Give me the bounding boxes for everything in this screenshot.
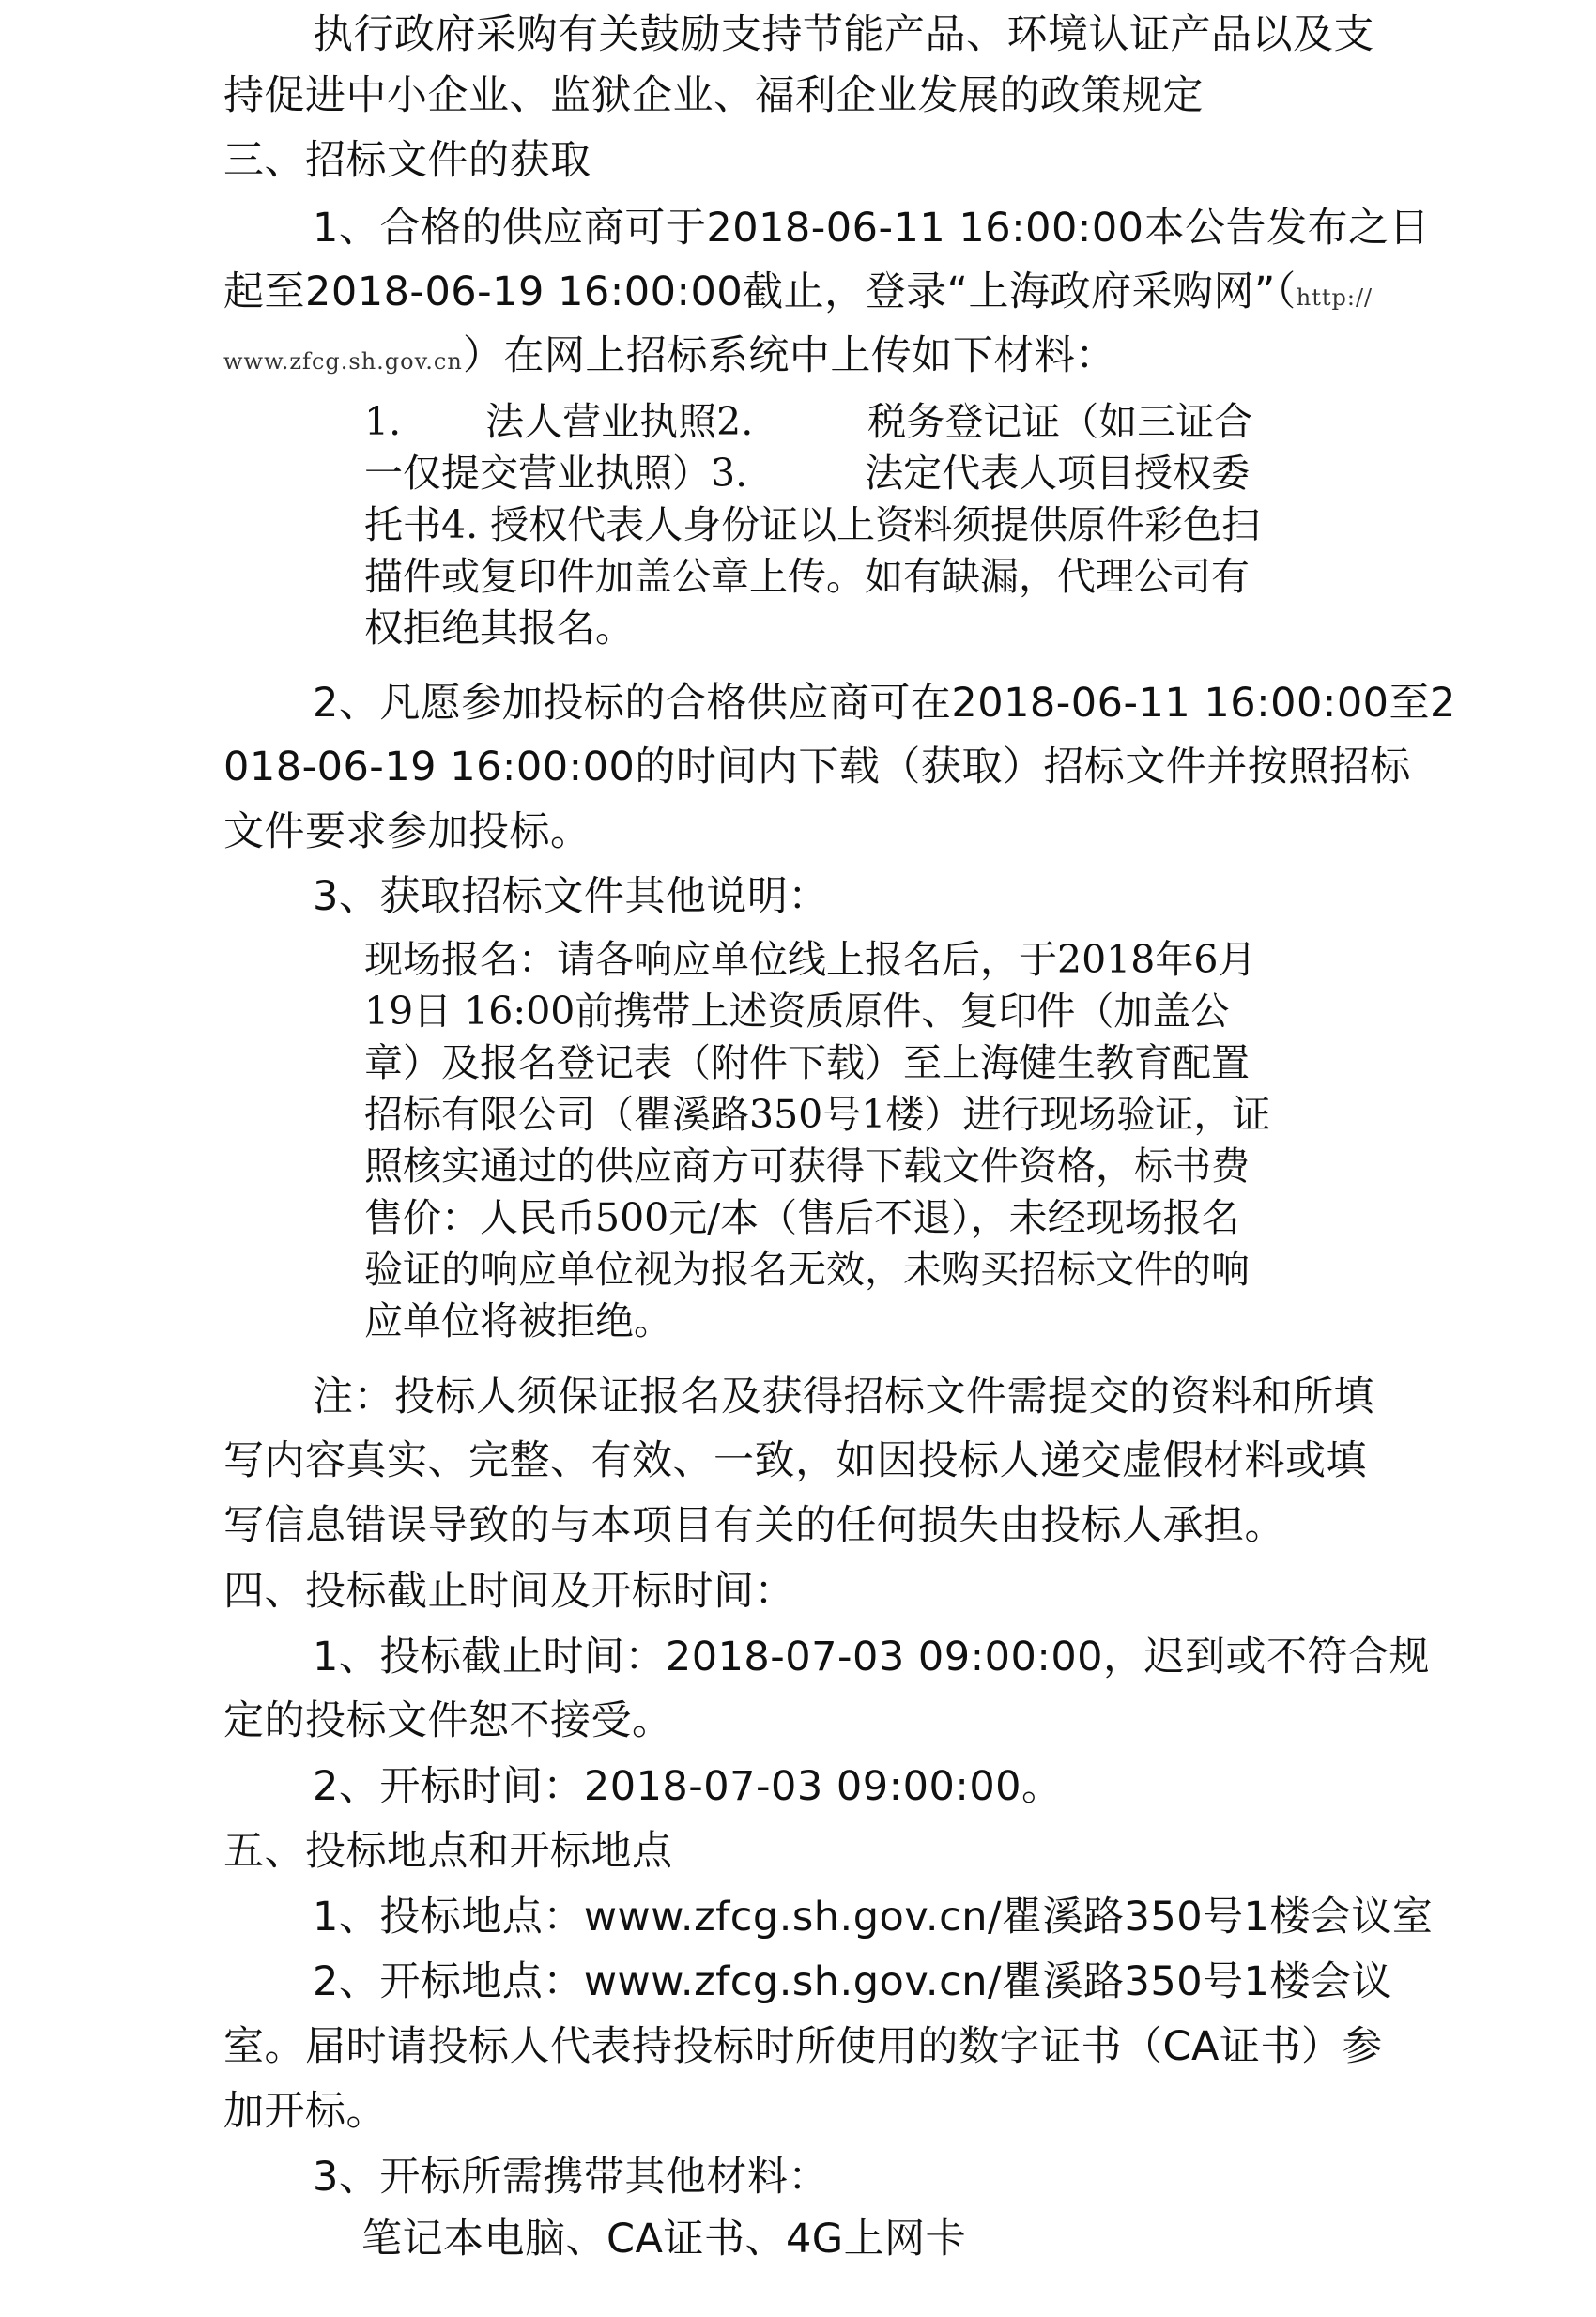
paragraph-line: 文件要求参加投标。 [223,808,591,855]
notice-line: 照核实通过的供应商方可获得下载文件资格，标书费 [364,1143,1250,1189]
paragraph-line: 2、开标地点：www.zfcg.sh.gov.cn/瞿溪路350号1楼会议 [313,1958,1392,2005]
paragraph-text: ）在网上招标系统中上传如下材料： [462,332,1116,379]
paragraph-line [223,323,1116,394]
paragraph-text: 起至2018-06-19 16:00:00截止，登录“上海政府采购网”（ [223,269,1297,315]
section-heading: 五、投标地点和开标地点 [223,1828,673,1875]
material-number: 1. [364,399,402,444]
material-text: 法定代表人项目授权委 [865,451,1251,496]
paragraph-line: 3、获取招标文件其他说明： [313,873,829,920]
notice-line: 章）及报名登记表（附件下载）至上海健生教育配置 [364,1040,1250,1085]
paragraph-line: 1、投标地点：www.zfcg.sh.gov.cn/瞿溪路350号1楼会议室 [313,1894,1434,1941]
paragraph-line: 2、凡愿参加投标的合格供应商可在2018-06-11 16:00:00至2 [313,680,1456,727]
material-text: 一仅提交营业执照）3. [364,451,748,496]
notice-line: 19日 16:00前携带上述资质原件、复印件（加盖公 [364,989,1230,1034]
material-line: 托书4. 授权代表人身份证以上资料须提供原件彩色扫 [364,502,1261,547]
paragraph-line: 3、开标所需携带其他材料： [313,2154,829,2201]
paragraph-line: 写信息错误导致的与本项目有关的任何损失由投标人承担。 [223,1502,1285,1549]
section-heading: 三、招标文件的获取 [223,137,591,184]
paragraph-line: 定的投标文件恕不接受。 [223,1697,673,1744]
paragraph-line: 执行政府采购有关鼓励支持节能产品、环境认证产品以及支 [313,11,1374,58]
section-heading: 四、投标截止时间及开标时间： [223,1568,795,1615]
paragraph-line: 室。届时请投标人代表持投标时所使用的数字证书（CA证书）参 [223,2023,1383,2070]
notice-line: 售价：人民币500元/本（售后不退），未经现场报名 [364,1195,1240,1240]
notice-line: 应单位将被拒绝。 [364,1298,672,1343]
material-line [364,396,1252,448]
paragraph-line [223,259,1373,330]
material-text: 法人营业执照2. [485,399,754,444]
paragraph-line: 写内容真实、完整、有效、一致，如因投标人递交虚假材料或填 [223,1437,1367,1484]
paragraph-line: 1、合格的供应商可于2018-06-11 16:00:00本公告发布之日 [313,205,1431,252]
notice-line: 验证的响应单位视为报名无效，未购买招标文件的响 [364,1247,1250,1292]
paragraph-line: 018-06-19 16:00:00的时间内下载（获取）招标文件并按照招标 [223,744,1411,790]
website-link-text[interactable]: http:// [1296,284,1373,311]
paragraph-line: 持促进中小企业、监狱企业、福利企业发展的政策规定 [223,72,1204,119]
material-line [364,448,1250,499]
material-text: 税务登记证（如三证合 [867,399,1253,444]
paragraph-line: 注：投标人须保证报名及获得招标文件需提交的资料和所填 [313,1373,1374,1420]
material-line: 权拒绝其报名。 [364,606,634,651]
paragraph-line: 笔记本电脑、CA证书、4G上网卡 [361,2216,967,2263]
notice-line: 招标有限公司（瞿溪路350号1楼）进行现场验证，证 [364,1092,1271,1137]
material-line: 描件或复印件加盖公章上传。如有缺漏，代理公司有 [364,554,1250,599]
paragraph-line: 1、投标截止时间：2018-07-03 09:00:00，迟到或不符合规 [313,1634,1431,1680]
paragraph-line: 2、开标时间：2018-07-03 09:00:00。 [313,1763,1063,1810]
paragraph-line: 加开标。 [223,2088,387,2135]
notice-line: 现场报名：请各响应单位线上报名后，于2018年6月 [364,937,1257,982]
website-link-text[interactable]: www.zfcg.sh.gov.cn [223,348,463,375]
